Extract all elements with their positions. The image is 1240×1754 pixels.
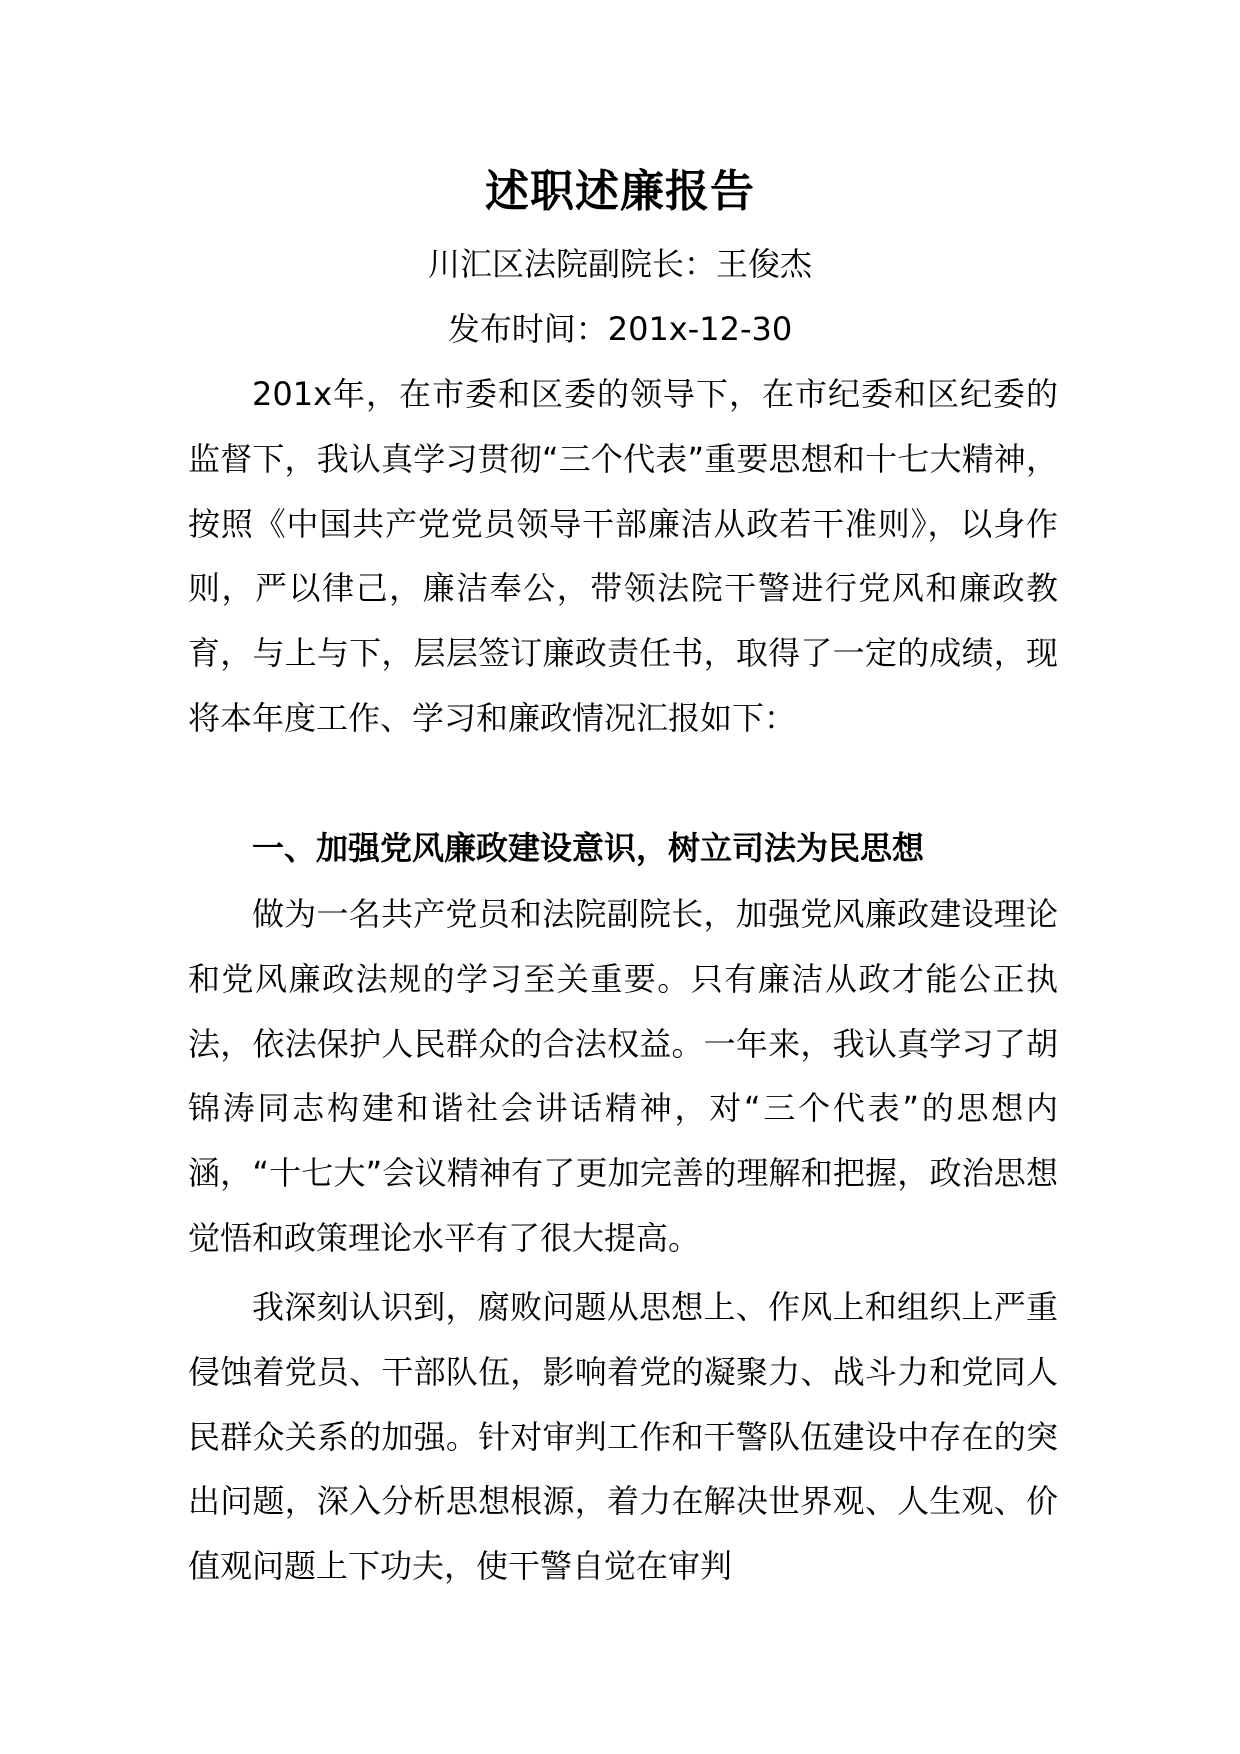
publish-date: 发布时间：201x-12-30 (447, 310, 793, 348)
section-heading: 一、加强党风廉政建设意识，树立司法为民思想 (252, 829, 925, 867)
author-line: 川汇区法院副院长：王俊杰 (427, 245, 812, 283)
intro-paragraph: 201x年，在市委和区委的领导下，在市纪委和区纪委的监督下，我认真学习贯彻“三个代表”重要思想和十七大精神，按照《中国共产党党员领导干部廉洁从政若干准则》，以身作则，严以律己，廉洁奉公，带领法院干警进行党风和廉政教育，与上与下，层层签订廉政责任书，取得了一定的成绩，现将本年度工作、学习和廉政情况汇报如下： (188, 375, 1058, 737)
section-paragraph-2: 我深刻认识到，腐败问题从思想上、作风上和组织上严重侵蚀着党员、干部队伍，影响着党的凝聚力、战斗力和党同人民群众关系的加强。针对审判工作和干警队伍建设中存在的突出问题，深入分析思想根源，着力在解决世界观、人生观、价值观问题上下功夫，使干警自觉在审判 (188, 1288, 1058, 1586)
document-title: 述职述廉报告 (485, 166, 755, 217)
section-paragraph-1: 做为一名共产党员和法院副院长，加强党风廉政建设理论和党风廉政法规的学习至关重要。只有廉洁从政才能公正执法，依法保护人民群众的合法权益。一年来，我认真学习了胡锦涛同志构建和谐社会讲话精神，对“三个代表”的思想内涵，“十七大”会议精神有了更加完善的理解和把握，政治思想觉悟和政策理论水平有了很大提高。 (188, 895, 1058, 1257)
